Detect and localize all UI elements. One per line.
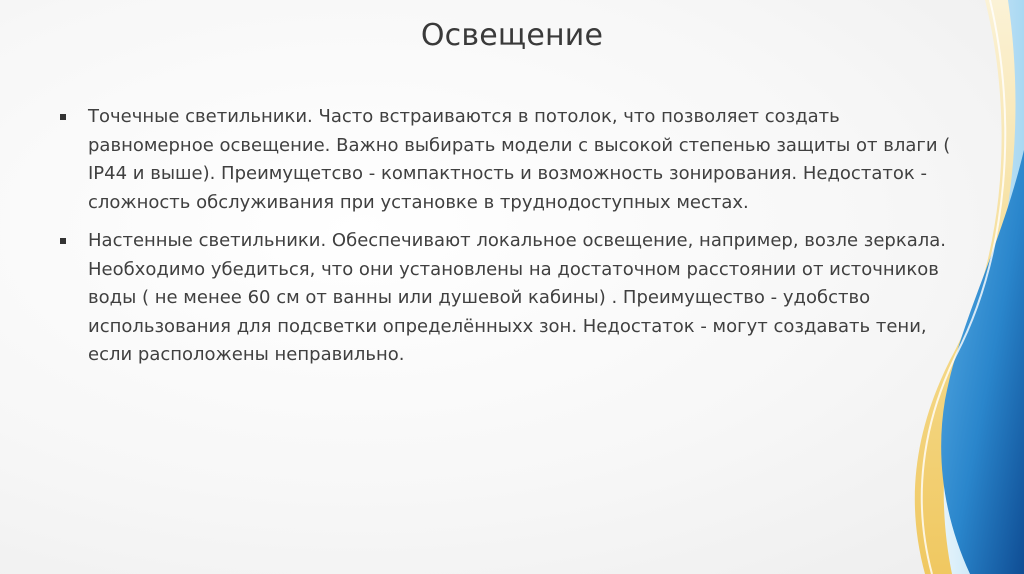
- bullet-item: [60, 227, 965, 370]
- bullet-text: Точечные светильники. Часто встраиваются в потолок, что позволяет создать равномерное освещение. Важно выбирать модели с высокой степенью защиты от влаги ( IP44 и выше). Преимущетсво - компактность и возможность зонирования. Недостаток - сложность обслуживания при установке в труднодоступных местах.: [88, 106, 951, 213]
- square-bullet-icon: [60, 114, 66, 120]
- slide-title: Освещение: [420, 18, 604, 53]
- bullet-list: [60, 103, 965, 380]
- bullet-text: Настенные светильники. Обеспечивают локальное освещение, например, возле зеркала. Необходимо убедиться, что они установлены на достаточном расстоянии от источников воды ( не менее 60 см от ванны или душевой кабины) . Преимущество - удобство использования для подсветки определённыхх зон. Недостаток - могут создавать тени, если расположены неправильно.: [88, 230, 946, 365]
- square-bullet-icon: [60, 238, 66, 244]
- bullet-item: [60, 103, 965, 217]
